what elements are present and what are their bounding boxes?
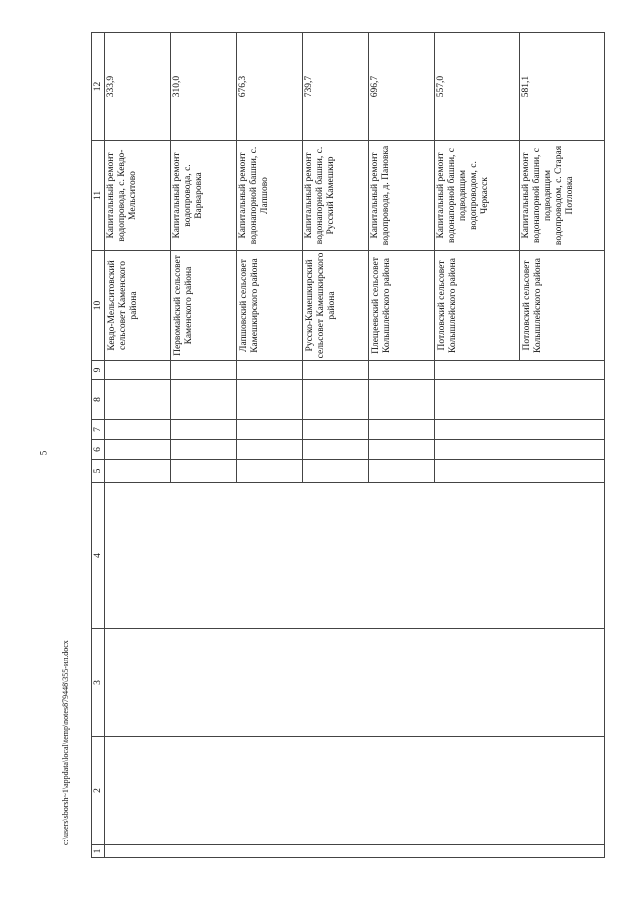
cell-object: Капитальный ремонт водонапорной башни, с. Русский Камешкир [303, 141, 369, 251]
data-table [91, 32, 605, 858]
header-col-4: 4 [92, 483, 105, 629]
cell-col-7 [369, 420, 435, 440]
header-col-6: 6 [92, 440, 105, 460]
cell-amount: 739,7 [303, 33, 369, 141]
cell-municipality: Первомайский сельсовет Каменского района [171, 251, 237, 361]
cell-col-5 [369, 460, 435, 483]
cell-object: Капитальный ремонт водонапорной башни, с. Лапшово [237, 141, 303, 251]
cell-object: Капитальный ремонт водонапорной башни, с подводящим водопроводом, с. Старая Потловка [520, 141, 605, 251]
cell-municipality: Потловский сельсовет Колышлейского района [435, 251, 520, 361]
cell-amount: 676,3 [237, 33, 303, 141]
cell-col-6 [105, 440, 171, 460]
cell-col-9 [105, 361, 171, 380]
cell-amount: 333,9 [105, 33, 171, 141]
cell-amount: 310,0 [171, 33, 237, 141]
cell-municipality: Плещеевский сельсовет Колышлейского района [369, 251, 435, 361]
cell-col-5 [105, 460, 171, 483]
cell-amount: 696,7 [369, 33, 435, 141]
cell-col-9 [435, 361, 605, 380]
header-col-1: 1 [92, 845, 105, 858]
header-col-12: 12 [92, 33, 105, 141]
cell-col-7 [171, 420, 237, 440]
cell-municipality: Потловский сельсовет Колышлейского района [520, 251, 605, 361]
table-row [105, 33, 171, 858]
cell-object: Капитальный ремонт водонапорной башни, с подводящим водопроводом, с. Черкасск [435, 141, 520, 251]
cell-col-8 [105, 380, 171, 420]
cell-col-8 [369, 380, 435, 420]
cell-col-9 [237, 361, 303, 380]
cell-col-3 [105, 629, 605, 737]
header-col-5: 5 [92, 460, 105, 483]
cell-col-5 [435, 460, 605, 483]
cell-col-1 [105, 845, 605, 858]
cell-municipality: Лапшовский сельсовет Камешкирского района [237, 251, 303, 361]
cell-col-8 [303, 380, 369, 420]
header-col-10: 10 [92, 251, 105, 361]
cell-col-6 [303, 440, 369, 460]
cell-col-6 [171, 440, 237, 460]
cell-amount: 581,1 [520, 33, 605, 141]
cell-col-5 [237, 460, 303, 483]
header-col-7: 7 [92, 420, 105, 440]
cell-municipality: Кевдо-Мельситовский сельсовет Каменского района [105, 251, 171, 361]
cell-col-7 [237, 420, 303, 440]
rotated-table-container [91, 33, 616, 858]
cell-col-9 [303, 361, 369, 380]
cell-col-8 [435, 380, 605, 420]
header-col-9: 9 [92, 361, 105, 380]
page-number: 5 [38, 450, 49, 456]
cell-col-7 [303, 420, 369, 440]
cell-col-9 [171, 361, 237, 380]
cell-object: Капитальный ремонт водопровода, д. Пановка [369, 141, 435, 251]
cell-col-6 [435, 440, 605, 460]
header-col-2: 2 [92, 737, 105, 845]
header-col-3: 3 [92, 629, 105, 737]
cell-col-4 [105, 483, 605, 629]
cell-col-7 [105, 420, 171, 440]
cell-col-8 [171, 380, 237, 420]
cell-col-6 [237, 440, 303, 460]
cell-amount: 557,0 [435, 33, 520, 141]
header-row [92, 33, 105, 858]
cell-municipality: Русско-Камешкирский сельсовет Камешкирского района [303, 251, 369, 361]
cell-col-5 [171, 460, 237, 483]
cell-col-2 [105, 737, 605, 845]
cell-col-9 [369, 361, 435, 380]
cell-col-5 [303, 460, 369, 483]
cell-object: Капитальный ремонт водопровода, с. Кевдо-Мельситово [105, 141, 171, 251]
header-col-11: 11 [92, 141, 105, 251]
footer-file-path: c:\users\sborsh~1\appdata\local\temp\notes879448\355-ил.docx [61, 640, 70, 845]
cell-col-8 [237, 380, 303, 420]
header-col-8: 8 [92, 380, 105, 420]
cell-col-7 [435, 420, 605, 440]
cell-object: Капитальный ремонт водопровода, с. Варваровка [171, 141, 237, 251]
cell-col-6 [369, 440, 435, 460]
